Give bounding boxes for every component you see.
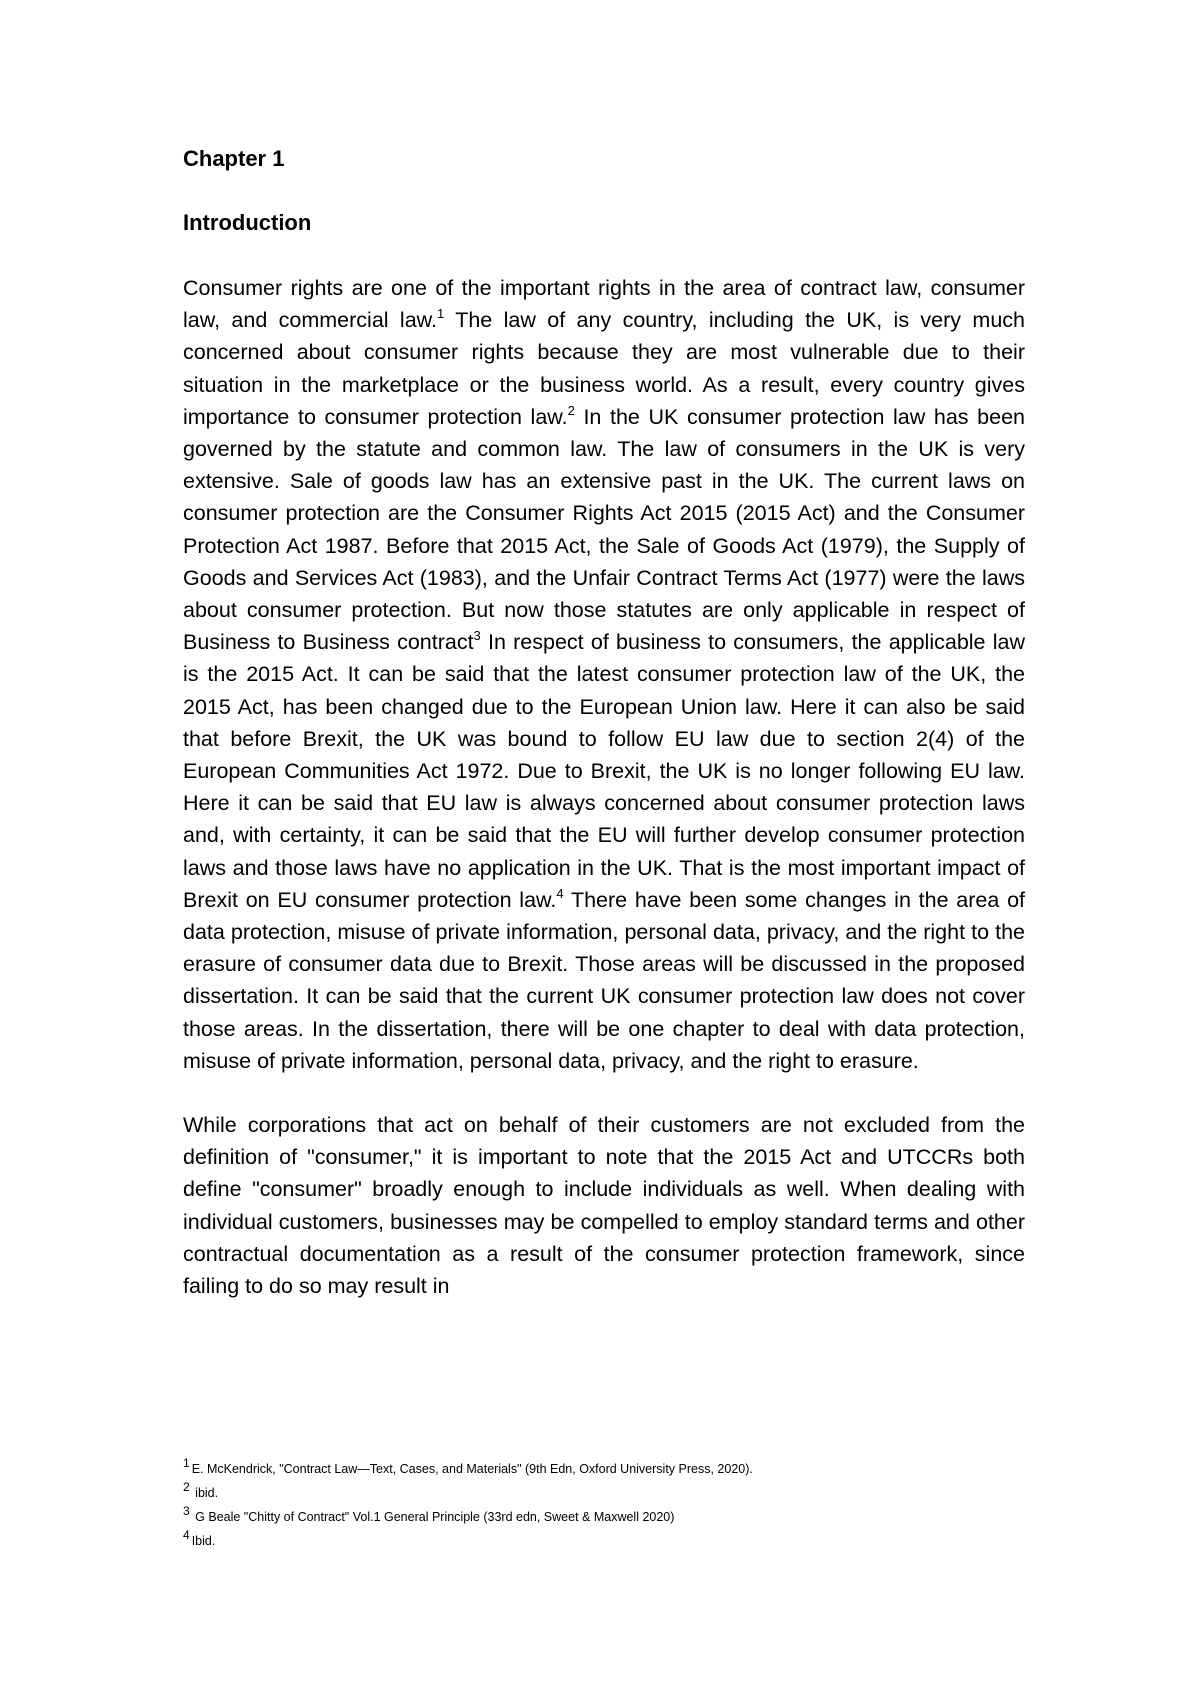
section-heading: Introduction xyxy=(183,210,312,235)
footnote xyxy=(183,1505,1025,1529)
document-page xyxy=(183,144,1025,1302)
footnote-number: 1 xyxy=(183,1456,190,1470)
footnote xyxy=(183,1457,1025,1481)
footnote-text: G Beale "Chitty of Contract" Vol.1 General Principle (33rd edn, Sweet & Maxwell 2020) xyxy=(195,1510,675,1524)
paragraph-text: The law of any country, including the UK, is very much concerned about consumer rights because they are most vulnerable due to their situation in the marketplace or the business world. As a result, every country gives importance to consumer protection law. xyxy=(183,308,1025,429)
footnote-text: E. McKendrick, "Contract Law—Text, Cases, and Materials" (9th Edn, Oxford University Press, 2020). xyxy=(191,1462,753,1476)
footnote-number: 3 xyxy=(183,1504,190,1518)
footnote-marker: 2 xyxy=(567,402,575,418)
paragraph-text: There have been some changes in the area of data protection, misuse of private information, personal data, privacy, and the right to the erasure of consumer data due to Brexit. Those areas will be discussed in the proposed dissertation. It can be said that the current UK consumer protection law does not cover those areas. In the dissertation, there will be one chapter to deal with data protection, misuse of private information, personal data, privacy, and the right to erasure. xyxy=(183,887,1025,1073)
footnote-text: ibid. xyxy=(195,1486,219,1500)
footnote-marker: 1 xyxy=(436,306,445,322)
footnote-marker: 4 xyxy=(556,885,564,901)
footnote-text: Ibid. xyxy=(191,1534,216,1548)
body-paragraph: While corporations that act on behalf of their customers are not excluded from the definition of "consumer," it is important to note that the 2015 Act and UTCCRs both define "consumer" broadly enough to include individuals as well. When dealing with individual customers, businesses may be compelled to employ standard terms and other contractual documentation as a result of the consumer protection framework, since failing to do so may result in xyxy=(183,1113,1025,1299)
footnote xyxy=(183,1481,1025,1505)
footnote-marker: 3 xyxy=(473,628,481,644)
body-paragraph xyxy=(183,272,1025,1077)
chapter-heading: Chapter 1 xyxy=(183,146,285,171)
footnote xyxy=(183,1529,1025,1553)
footnote-number: 4 xyxy=(183,1528,190,1542)
paragraph-text: In respect of business to consumers, the applicable law is the 2015 Act. It can be said that the latest consumer protection law of the UK, the 2015 Act, has been changed due to the European Union law. Here it can also be said that before Brexit, the UK was bound to follow EU law due to section 2(4) of the European Communities Act 1972. Due to Brexit, the UK is no longer following EU law. Here it can be said that EU law is always concerned about consumer protection laws and, with certainty, it can be said that the EU will further develop consumer protection laws and those laws have no application in the UK. That is the most important impact of Brexit on EU consumer protection law. xyxy=(183,630,1025,912)
footnote-number: 2 xyxy=(183,1480,190,1494)
footnotes xyxy=(183,1457,1025,1553)
paragraph-text: Consumer rights are one of the important rights in the area of contract law, consumer law, and commercial law. xyxy=(183,276,1025,333)
paragraph-text: In the UK consumer protection law has been governed by the statute and common law. The law of consumers in the UK is very extensive. Sale of goods law has an extensive past in the UK. The current laws on consumer protection are the Consumer Rights Act 2015 (2015 Act) and the Consumer Protection Act 1987. Before that 2015 Act, the Sale of Goods Act (1979), the Supply of Goods and Services Act (1983), and the Unfair Contract Terms Act (1977) were the laws about consumer protection. But now those statutes are only applicable in respect of Business to Business contract xyxy=(183,404,1026,655)
